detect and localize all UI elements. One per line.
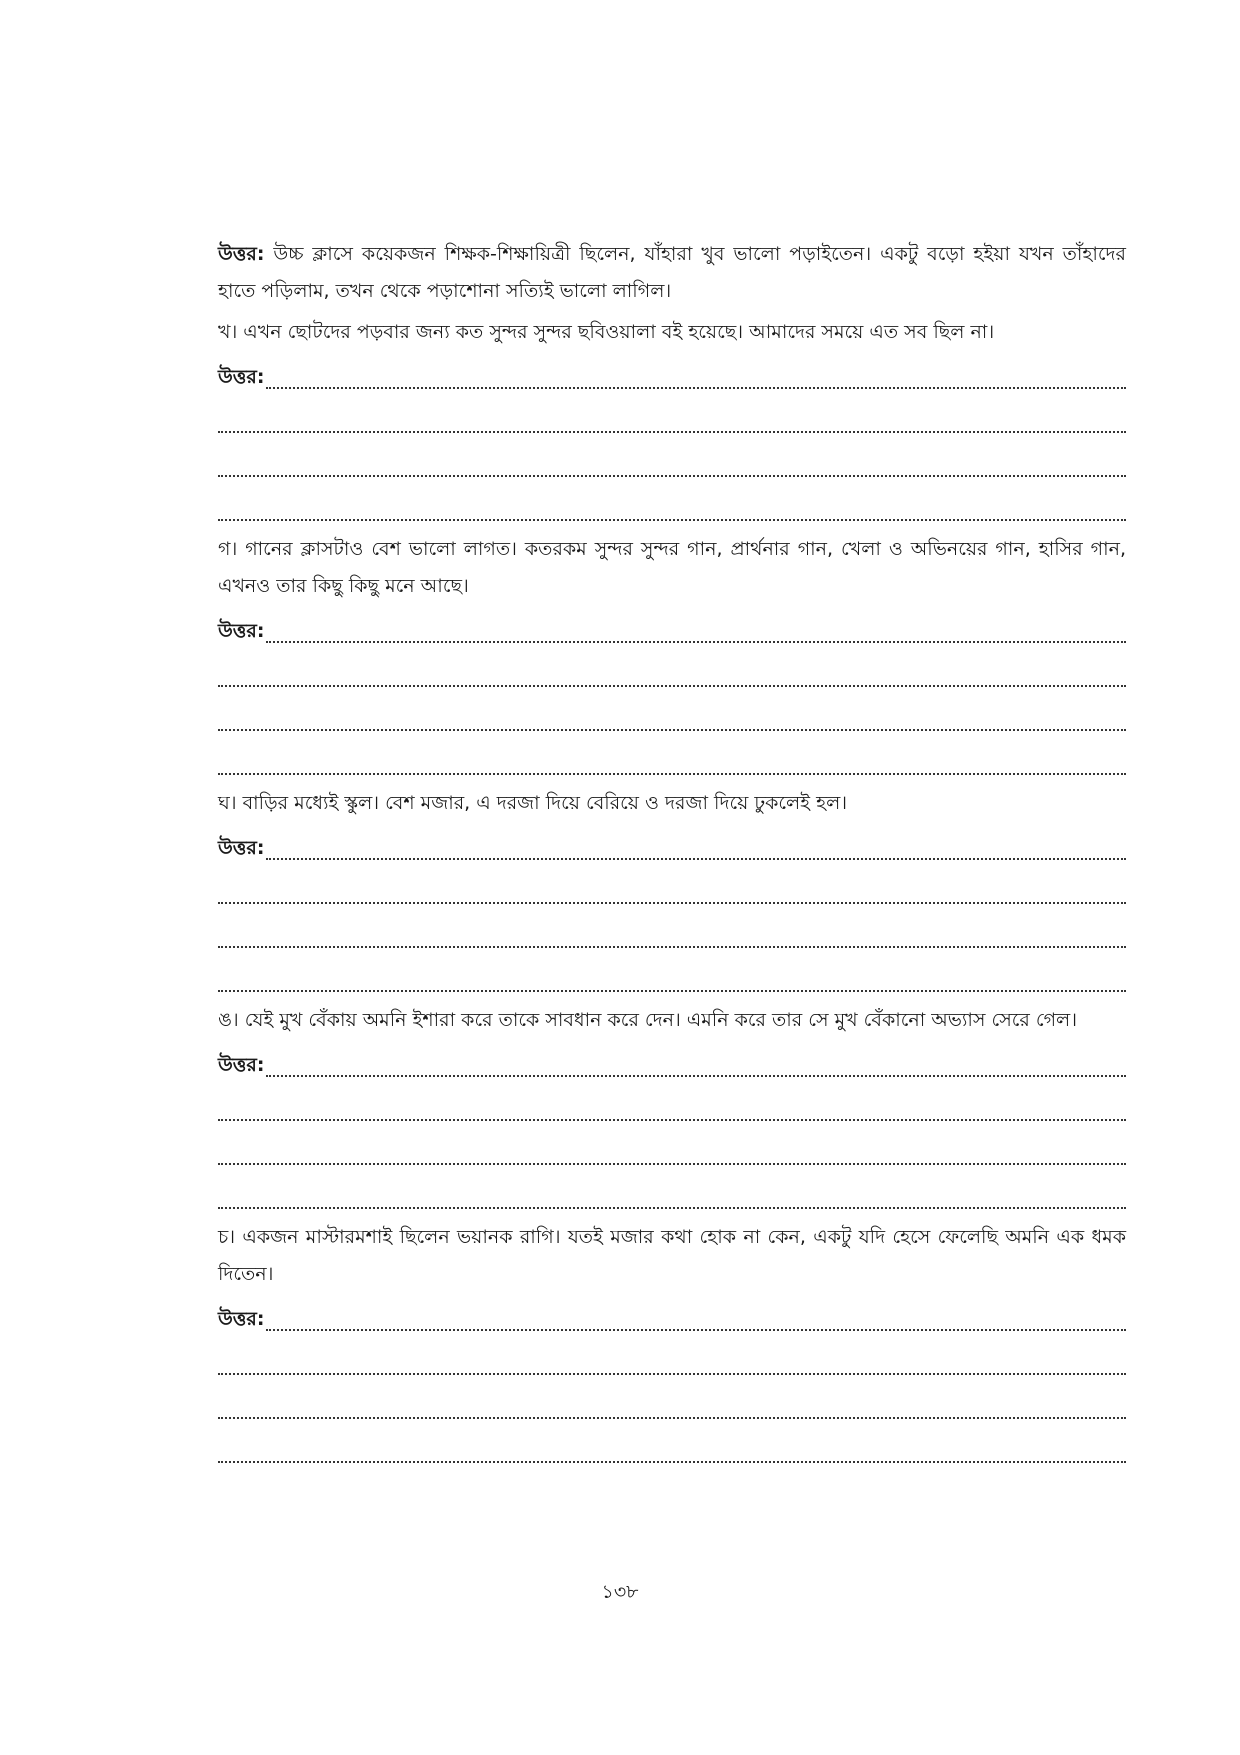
worksheet-page (218, 236, 1126, 1469)
answer-line[interactable] (218, 1381, 1126, 1425)
question-block (218, 785, 1126, 998)
question-block (218, 1002, 1126, 1215)
answer-line[interactable] (218, 866, 1126, 910)
intro-answer-text: উচ্চ ক্লাসে কয়েকজন শিক্ষক-শিক্ষায়িত্রী ছিলেন, যাঁহারা খুব ভালো পড়াইতেন। একটু বড়ো হইয়া যখন তাঁহাদের হাতে পড়িলাম, তখন থেকে পড়াশোনা সত্যিই ভালো লাগিল। (218, 243, 1126, 302)
answer-line[interactable] (218, 822, 1126, 866)
answer-line[interactable] (218, 351, 1126, 395)
question-text: গ। গানের ক্লাসটাও বেশ ভালো লাগত। কতরকম সুন্দর সুন্দর গান, প্রার্থনার গান, খেলা ও অভিনয়ের গান, হাসির গান, এখনও তার কিছু কিছু মনে আছে। (218, 538, 1126, 597)
answer-label: উত্তর: (218, 366, 265, 388)
answer-line[interactable] (218, 1425, 1126, 1469)
answer-line[interactable] (218, 395, 1126, 439)
question-block (218, 531, 1126, 781)
question-text: ঙ। যেই মুখ বেঁকায় অমনি ইশারা করে তাকে সাবধান করে দেন। এমনি করে তার সে মুখ বেঁকানো অভ্যাস সেরে গেল। (218, 1009, 1077, 1031)
answer-label: উত্তর: (218, 837, 265, 859)
answer-line[interactable] (218, 483, 1126, 527)
question-block (218, 314, 1126, 527)
answer-line[interactable] (218, 737, 1126, 781)
intro-answer (218, 236, 1126, 310)
page-number: ১৩৮ (601, 1581, 639, 1603)
answer-line[interactable] (218, 954, 1126, 998)
answer-label: উত্তর: (218, 1308, 265, 1330)
answer-line[interactable] (218, 1083, 1126, 1127)
answer-line[interactable] (218, 1127, 1126, 1171)
question-text: খ। এখন ছোটদের পড়বার জন্য কত সুন্দর সুন্দর ছবিওয়ালা বই হয়েছে। আমাদের সময়ে এত সব ছিল না। (218, 321, 995, 343)
answer-label: উত্তর: (218, 1054, 265, 1076)
answer-line[interactable] (218, 910, 1126, 954)
answer-line[interactable] (218, 1039, 1126, 1083)
question-text: চ। একজন মাস্টারমশাই ছিলেন ভয়ানক রাগি। যতই মজার কথা হোক না কেন, একটু যদি হেসে ফেলেছি অমনি এক ধমক দিতেন। (218, 1226, 1126, 1285)
question-block (218, 1219, 1126, 1469)
answer-label: উত্তর: (218, 620, 265, 642)
answer-line[interactable] (218, 1293, 1126, 1337)
answer-line[interactable] (218, 1337, 1126, 1381)
question-text: ঘ। বাড়ির মধ্যেই স্কুল। বেশ মজার, এ দরজা দিয়ে বেরিয়ে ও দরজা দিয়ে ঢুকলেই হল। (218, 792, 848, 814)
answer-line[interactable] (218, 1171, 1126, 1215)
answer-line[interactable] (218, 439, 1126, 483)
answer-line[interactable] (218, 693, 1126, 737)
answer-label: উত্তর: (218, 243, 265, 265)
answer-line[interactable] (218, 649, 1126, 693)
answer-line[interactable] (218, 605, 1126, 649)
